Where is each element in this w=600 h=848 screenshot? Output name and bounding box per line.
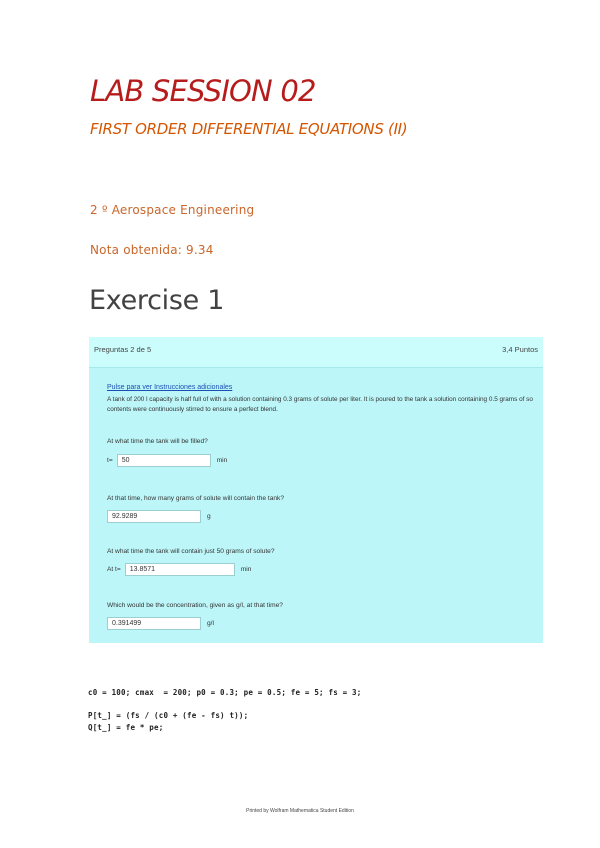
question-1-text: At what time the tank will be filled? [107, 438, 208, 445]
problem-text-line-1: A tank of 200 l capacity is half full of with a solution containing 0.3 grams of solute per liter. It is poured to the tank a solution containing 0.5 grams of so [107, 396, 533, 403]
question-3-prefix: At t= [107, 566, 121, 573]
question-2-unit: g [207, 513, 211, 520]
code-line-2: P[t_] = (fs / (c0 + (fe - fs) t)); [88, 711, 249, 720]
question-counter: Preguntas 2 de 5 [94, 345, 152, 354]
question-1-prefix: t= [107, 457, 113, 464]
question-1-unit: min [216, 457, 228, 464]
quiz-header [94, 345, 538, 357]
grade-label: Nota obtenida: 9.34 [90, 243, 214, 257]
quiz-body [89, 367, 543, 643]
section-heading: Exercise 1 [89, 285, 225, 316]
question-2-answer-input[interactable] [107, 510, 201, 523]
question-3-text: At what time the tank will contain just 50 grams of solute? [107, 548, 275, 555]
department-label: 2 º Aerospace Engineering [90, 203, 255, 217]
question-3-row [107, 563, 251, 576]
question-4-text: Which would be the concentration, given as g/l, at that time? [107, 602, 283, 609]
quiz-screenshot [89, 337, 543, 643]
code-line-1: c0 = 100; cmax = 200; p0 = 0.3; pe = 0.5; fe = 5; fs = 3; [88, 688, 362, 697]
question-3-unit: min [240, 566, 252, 573]
question-2-row [107, 510, 211, 523]
question-2-text: At that time, how many grams of solute will contain the tank? [107, 495, 285, 502]
page-subtitle: FIRST ORDER DIFFERENTIAL EQUATIONS (II) [90, 120, 408, 138]
question-1-answer-input[interactable] [117, 454, 211, 467]
points-label: 3,4 Puntos [502, 345, 538, 354]
question-3-answer-input[interactable] [125, 563, 235, 576]
code-line-3: Q[t_] = fe * pe; [88, 723, 164, 732]
problem-statement [107, 395, 543, 415]
instructions-link[interactable]: Pulse para ver Instrucciones adicionales [107, 384, 233, 391]
question-1-row [107, 454, 227, 467]
page-title: LAB SESSION 02 [90, 74, 316, 108]
print-footer: Printed by Wolfram Mathematica Student Edition [246, 808, 354, 814]
question-4-unit: g/l [207, 620, 214, 627]
problem-text-line-2: contents were continuously stirred to ensure a perfect blend. [107, 406, 278, 413]
question-4-answer-input[interactable] [107, 617, 201, 630]
question-4-row [107, 617, 214, 630]
